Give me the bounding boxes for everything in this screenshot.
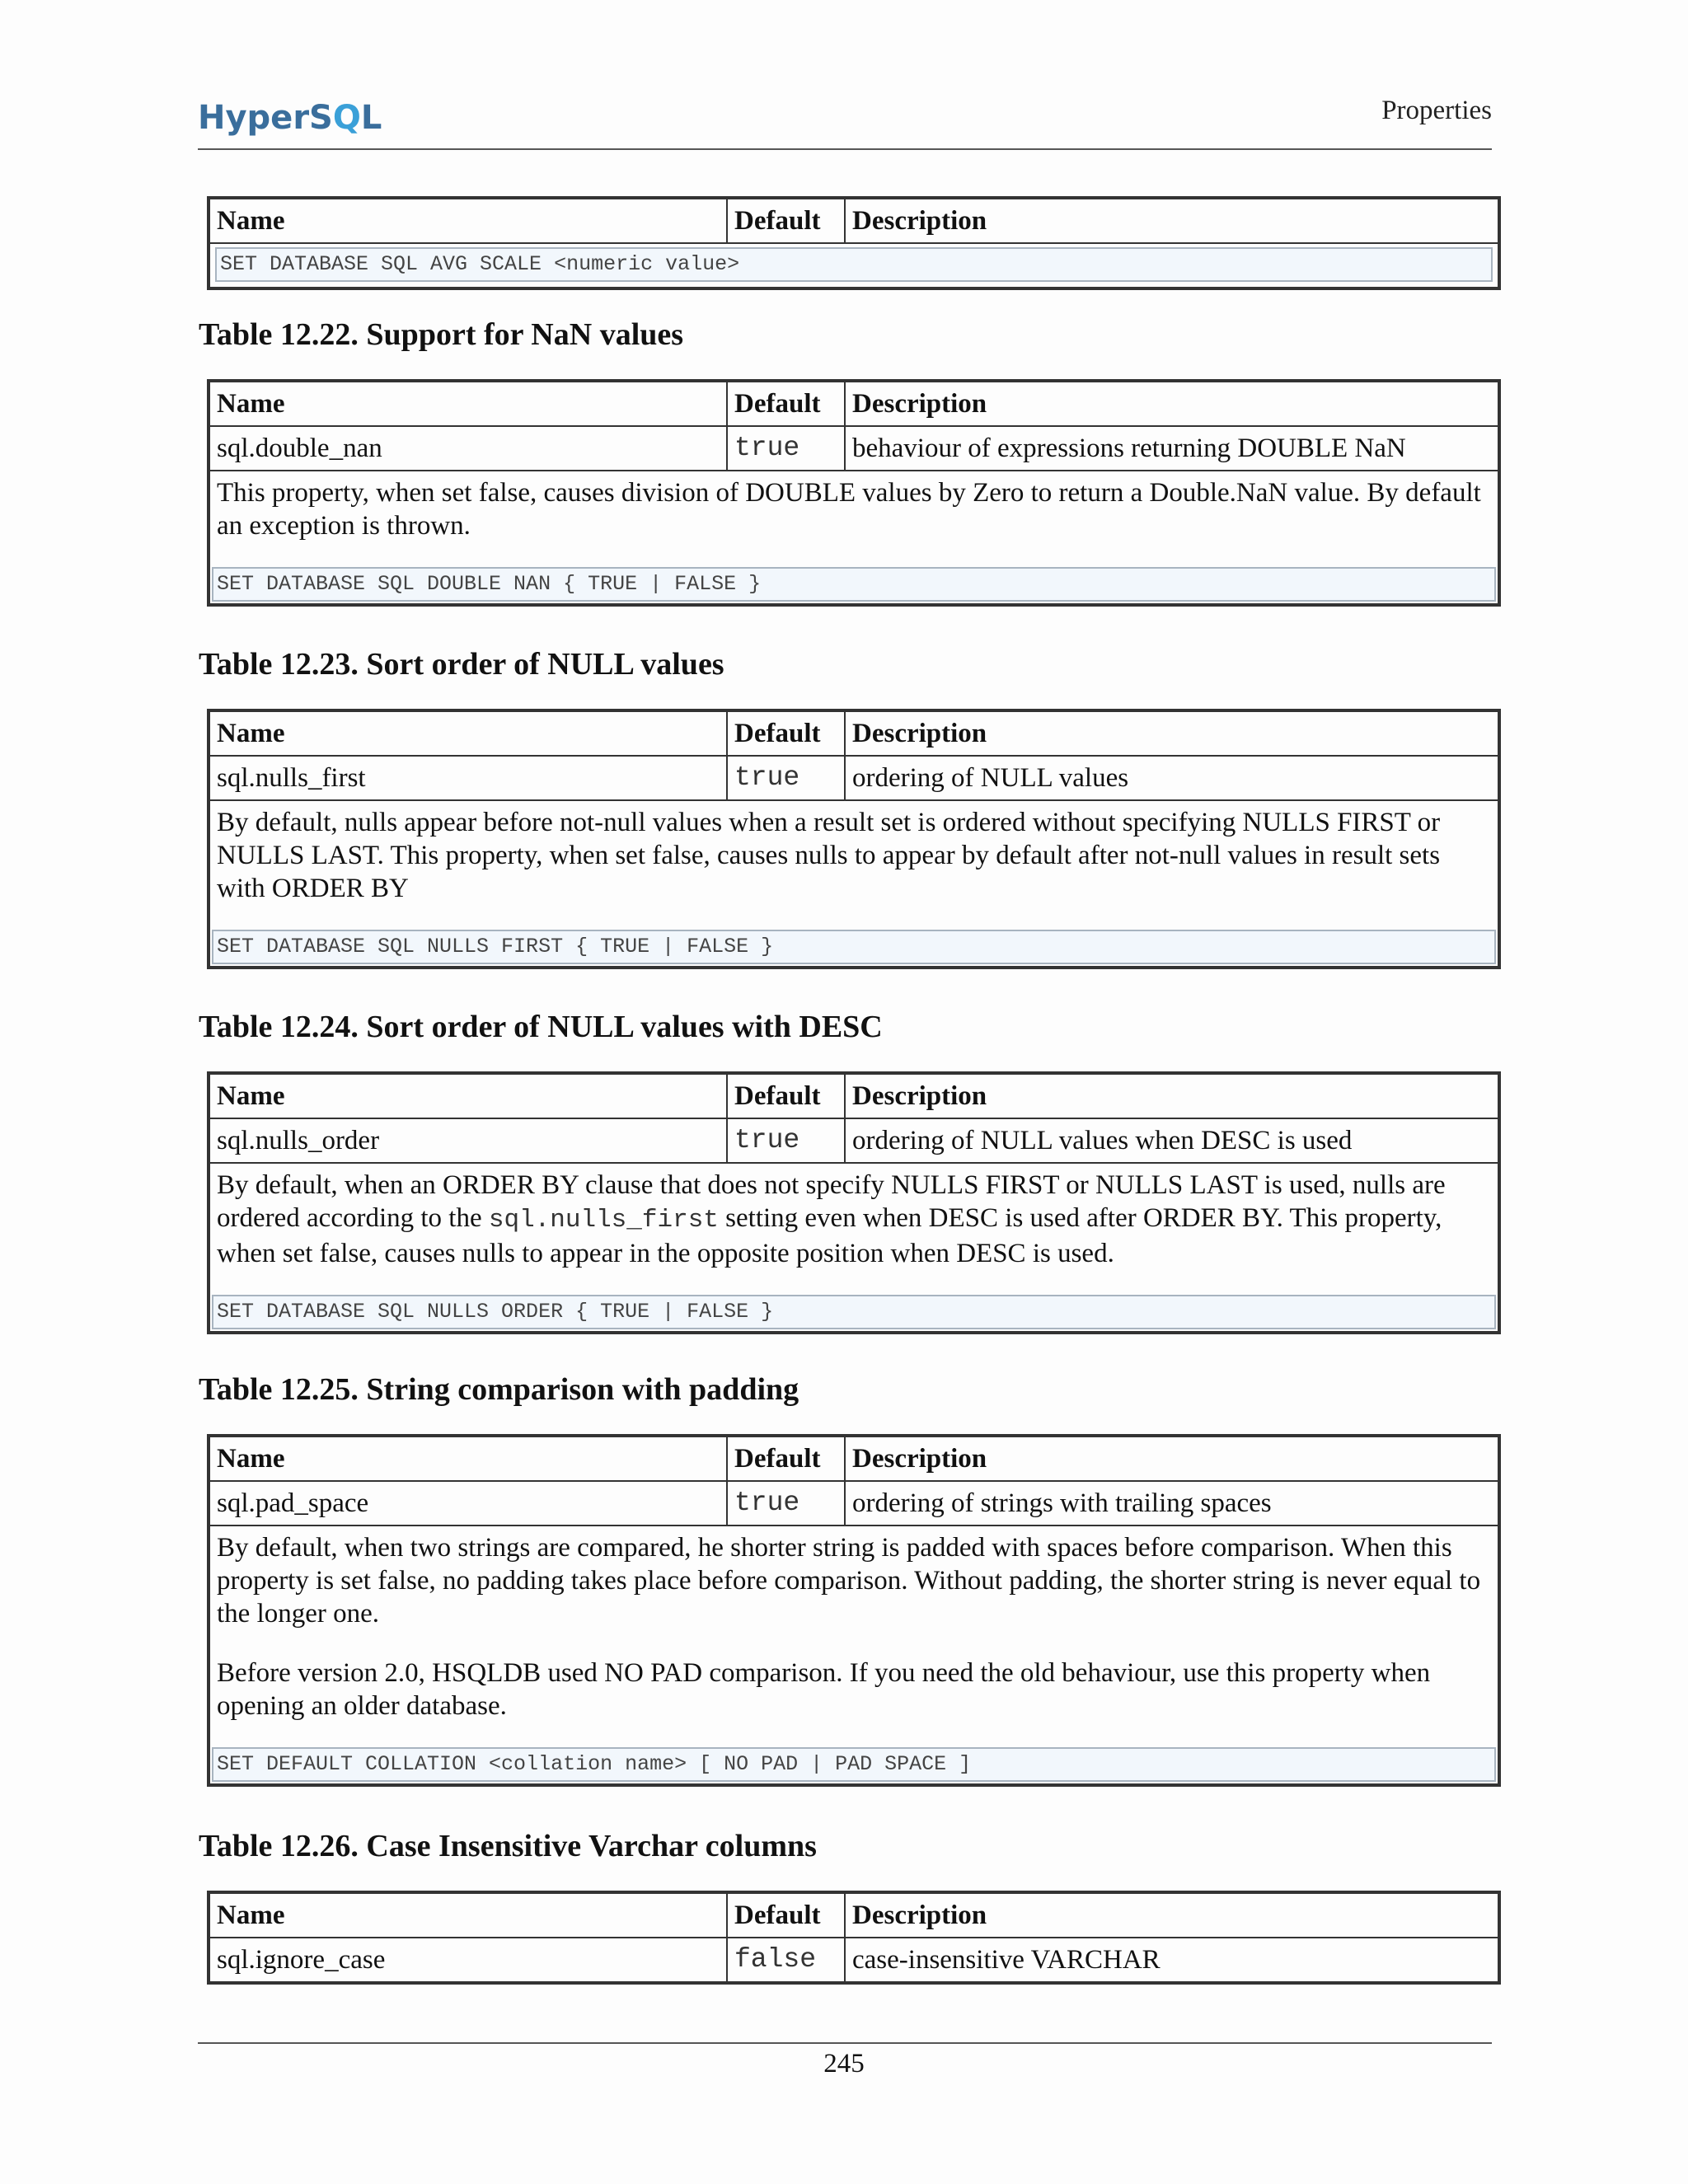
- col-description-header: Description: [845, 1436, 1498, 1481]
- table-row: [209, 426, 1498, 471]
- table-header-row: [209, 1074, 1498, 1118]
- property-name: sql.pad_space: [209, 1481, 727, 1526]
- property-default: true: [727, 1118, 845, 1163]
- table-avg-scale: [207, 196, 1501, 290]
- property-default: true: [727, 426, 845, 471]
- description-paragraph: [217, 1169, 1491, 1270]
- table-header-row: [209, 382, 1498, 426]
- code-cell: [209, 243, 1498, 288]
- description-paragraph: By default, when two strings are compared, he shorter string is padded with spaces before comparison. When this property is set false, no padding takes place before comparison. Without padding, the shorter string is never equal to the longer one.: [217, 1533, 1481, 1629]
- description-cell: [209, 1526, 1498, 1784]
- col-default-header: Default: [727, 1074, 845, 1118]
- table-header-row: [209, 711, 1498, 756]
- col-description-header: Description: [845, 711, 1498, 756]
- property-name: sql.ignore_case: [209, 1938, 727, 1982]
- table-12-24: [207, 1071, 1501, 1334]
- col-default-header: Default: [727, 199, 845, 243]
- code-block: SET DATABASE SQL DOUBLE NAN { TRUE | FALSE }: [212, 567, 1496, 602]
- col-name-header: Name: [209, 711, 727, 756]
- section-title: Properties: [1381, 96, 1492, 125]
- table-caption: Table 12.26. Case Insensitive Varchar columns: [199, 1829, 817, 1863]
- col-default-header: Default: [727, 711, 845, 756]
- col-name-header: Name: [209, 382, 727, 426]
- col-default-header: Default: [727, 382, 845, 426]
- paragraph-text: setting even when DESC is used after ORDER BY. This property, when set false, causes nulls to appear in the opposite position when DESC is used.: [217, 1203, 1442, 1268]
- code-block: SET DATABASE SQL AVG SCALE <numeric value>: [215, 247, 1493, 282]
- description-paragraph: Before version 2.0, HSQLDB used NO PAD comparison. If you need the old behaviour, use this property when opening an older database.: [217, 1658, 1431, 1721]
- table-12-25: [207, 1434, 1501, 1787]
- col-name-header: Name: [209, 1436, 727, 1481]
- property-description: ordering of strings with trailing spaces: [845, 1481, 1498, 1526]
- logo-text: HyperS: [198, 99, 333, 137]
- description-cell: [209, 471, 1498, 604]
- footer-rule: [198, 2042, 1492, 2044]
- table-12-23: [207, 709, 1501, 969]
- col-description-header: Description: [845, 382, 1498, 426]
- property-default: true: [727, 756, 845, 800]
- property-description: ordering of NULL values when DESC is used: [845, 1118, 1498, 1163]
- property-name: sql.nulls_order: [209, 1118, 727, 1163]
- table-row: [209, 1481, 1498, 1526]
- table-row: [209, 1938, 1498, 1982]
- property-name: sql.double_nan: [209, 426, 727, 471]
- inline-code: sql.nulls_first: [488, 1206, 719, 1235]
- property-default: true: [727, 1481, 845, 1526]
- property-default: false: [727, 1938, 845, 1982]
- code-block: SET DATABASE SQL NULLS FIRST { TRUE | FALSE }: [212, 930, 1496, 964]
- col-default-header: Default: [727, 1436, 845, 1481]
- code-block: SET DATABASE SQL NULLS ORDER { TRUE | FALSE }: [212, 1295, 1496, 1329]
- table-row: [209, 1118, 1498, 1163]
- table-header-row: [209, 1436, 1498, 1481]
- description-cell: [209, 1163, 1498, 1332]
- table-12-26: [207, 1891, 1501, 1985]
- paragraph-text: By default, when an ORDER BY clause that does not specify NULLS FIRST or NULLS LAST is used, nulls are ordered according to the: [217, 1170, 1446, 1233]
- col-description-header: Description: [845, 1893, 1498, 1938]
- property-description: case-insensitive VARCHAR: [845, 1938, 1498, 1982]
- property-description: behaviour of expressions returning DOUBLE NaN: [845, 426, 1498, 471]
- col-description-header: Description: [845, 199, 1498, 243]
- col-default-header: Default: [727, 1893, 845, 1938]
- table-caption: Table 12.25. String comparison with padding: [199, 1372, 799, 1407]
- table-caption: Table 12.23. Sort order of NULL values: [199, 647, 724, 682]
- code-block: SET DEFAULT COLLATION <collation name> [ NO PAD | PAD SPACE ]: [212, 1747, 1496, 1782]
- table-header-row: [209, 199, 1498, 243]
- logo-text-end: L: [360, 99, 382, 137]
- page-number: 245: [823, 2049, 865, 2079]
- col-name-header: Name: [209, 1893, 727, 1938]
- table-caption: Table 12.24. Sort order of NULL values with DESC: [199, 1010, 883, 1044]
- col-description-header: Description: [845, 1074, 1498, 1118]
- description-cell: [209, 800, 1498, 967]
- page-header: [198, 92, 1492, 150]
- table-header-row: [209, 1893, 1498, 1938]
- description-paragraph: By default, nulls appear before not-null values when a result set is ordered without specifying NULLS FIRST or NULLS LAST. This property, when set false, causes nulls to appear by default after not-null values in result sets with ORDER BY: [217, 808, 1441, 903]
- property-description: ordering of NULL values: [845, 756, 1498, 800]
- table-caption: Table 12.22. Support for NaN values: [199, 317, 684, 352]
- hypersql-logo: [198, 99, 382, 137]
- property-name: sql.nulls_first: [209, 756, 727, 800]
- col-name-header: Name: [209, 1074, 727, 1118]
- table-row: [209, 756, 1498, 800]
- table-12-22: [207, 379, 1501, 607]
- col-name-header: Name: [209, 199, 727, 243]
- logo-magnifier-q: Q: [332, 99, 361, 137]
- description-paragraph: This property, when set false, causes division of DOUBLE values by Zero to return a Double.NaN value. By default an exception is thrown.: [217, 478, 1481, 541]
